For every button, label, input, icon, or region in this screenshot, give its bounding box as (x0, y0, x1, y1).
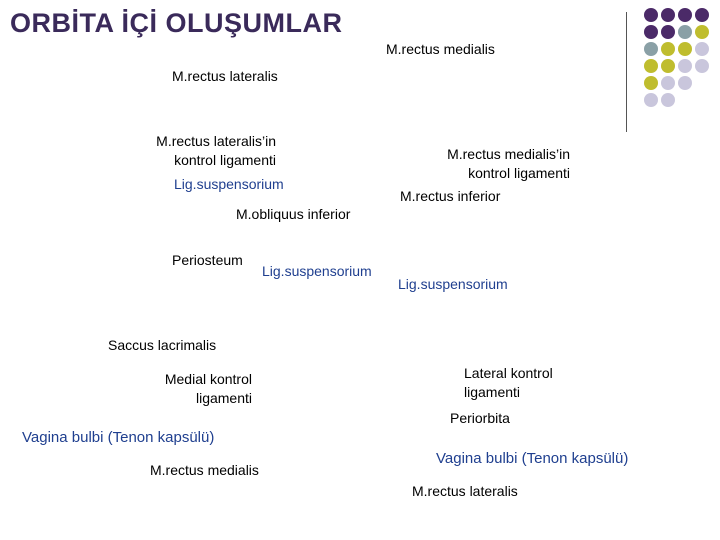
label-vagina-bulbi-left: Vagina bulbi (Tenon kapsülü) (22, 429, 215, 446)
label-rectus-lateralis-ligament (124, 132, 276, 170)
label-line: kontrol ligamenti (468, 165, 570, 181)
decorative-dot (644, 8, 658, 22)
decorative-dot (678, 8, 692, 22)
decorative-dot (644, 76, 658, 90)
decorative-dot (678, 42, 692, 56)
label-rectus-lateralis-top: M.rectus lateralis (172, 68, 278, 84)
label-line: ligamenti (195, 390, 252, 406)
decorative-dot (661, 59, 675, 73)
decorative-dot (644, 42, 658, 56)
label-line: M.rectus lateralis’in (156, 133, 276, 149)
label-rectus-medialis-ligament (408, 145, 570, 183)
slide-title: ORBİTA İÇİ OLUŞUMLAR (10, 8, 343, 38)
label-obliquus-inferior: M.obliquus inferior (236, 206, 351, 222)
label-lig-suspensorium-left: Lig.suspensorium (174, 176, 284, 192)
label-rectus-inferior: M.rectus inferior (400, 188, 501, 204)
label-saccus-lacrimalis: Saccus lacrimalis (108, 337, 217, 353)
label-line: Medial kontrol (164, 371, 252, 387)
label-line: M.rectus medialis’in (447, 146, 570, 162)
label-medial-kontrol-ligamenti (130, 370, 252, 408)
label-vagina-bulbi-right: Vagina bulbi (Tenon kapsülü) (436, 450, 629, 467)
decorative-dot (661, 93, 675, 107)
decorative-dot (644, 59, 658, 73)
label-lateral-kontrol-ligamenti (464, 364, 553, 402)
decorative-dot-grid (644, 8, 709, 107)
decorative-dot (661, 25, 675, 39)
decorative-dot (678, 59, 692, 73)
label-rectus-medialis-top: M.rectus medialis (386, 41, 495, 57)
decorative-dot (661, 42, 675, 56)
decorative-dot (695, 8, 709, 22)
label-rectus-medialis-bottom: M.rectus medialis (150, 462, 259, 478)
decorative-dot (644, 25, 658, 39)
label-periosteum: Periosteum (172, 252, 243, 268)
label-line: Lateral kontrol (464, 365, 553, 381)
label-lig-suspensorium-right: Lig.suspensorium (398, 276, 508, 292)
divider-line (626, 12, 627, 132)
decorative-dot (678, 25, 692, 39)
decorative-dot (661, 76, 675, 90)
label-line: kontrol ligamenti (174, 152, 276, 168)
decorative-dot (695, 42, 709, 56)
label-rectus-lateralis-bottom: M.rectus lateralis (412, 483, 518, 499)
label-periorbita: Periorbita (450, 410, 510, 426)
decorative-dot (678, 76, 692, 90)
label-line: ligamenti (464, 384, 521, 400)
decorative-dot (644, 93, 658, 107)
label-lig-suspensorium-center: Lig.suspensorium (262, 263, 372, 279)
decorative-dot (695, 59, 709, 73)
decorative-dot (661, 8, 675, 22)
decorative-dot (695, 25, 709, 39)
